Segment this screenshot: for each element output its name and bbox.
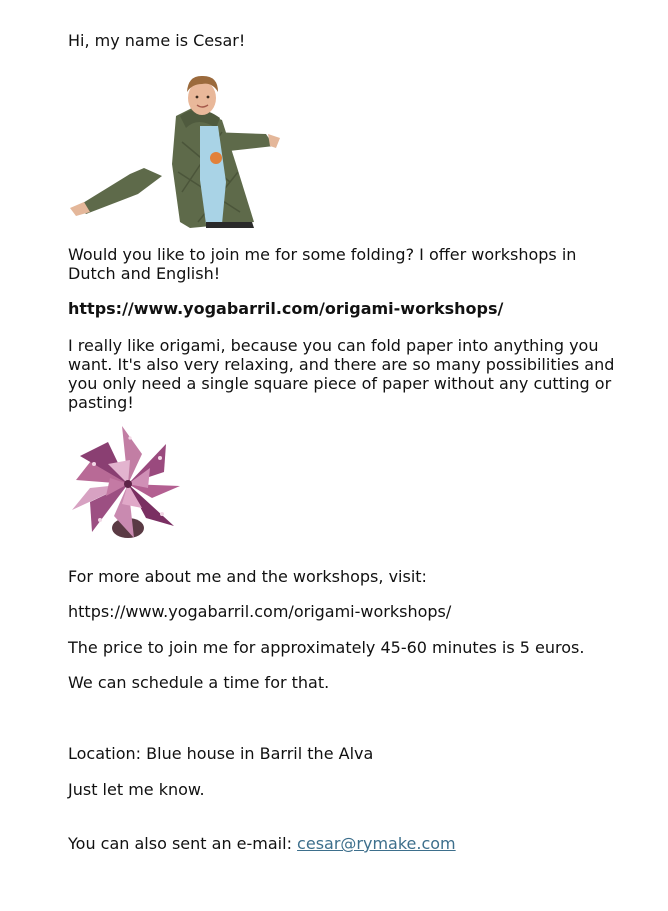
let-know-text: Just let me know. <box>68 780 205 799</box>
location-text: Location: Blue house in Barril the Alva <box>68 744 374 763</box>
price-text: The price to join me for approximately 45-60 minutes is 5 euros. <box>68 638 585 657</box>
greeting-text: Hi, my name is Cesar! <box>68 31 246 50</box>
cesar-photo <box>70 72 284 228</box>
email-prefix-text: You can also sent an e-mail: <box>68 834 298 853</box>
schedule-text: We can schedule a time for that. <box>68 673 330 692</box>
workshop-url-text: https://www.yogabarril.com/origami-workshops/ <box>68 602 452 621</box>
about-origami-text: I really like origami, because you can fold paper into anything you want. It's also very relaxing, and there are so many possibilities and you only need a single square piece of paper without any cutting or pasting! <box>68 336 615 412</box>
workshop-url-bold: https://www.yogabarril.com/origami-workshops/ <box>68 299 504 318</box>
origami-flower-image <box>70 424 188 546</box>
more-info-text: For more about me and the workshops, visit: <box>68 567 427 586</box>
invite-text: Would you like to join me for some folding? I offer workshops in Dutch and English! <box>68 245 577 283</box>
email-link[interactable]: cesar@rymake.com <box>297 834 456 853</box>
email-line <box>68 834 628 853</box>
